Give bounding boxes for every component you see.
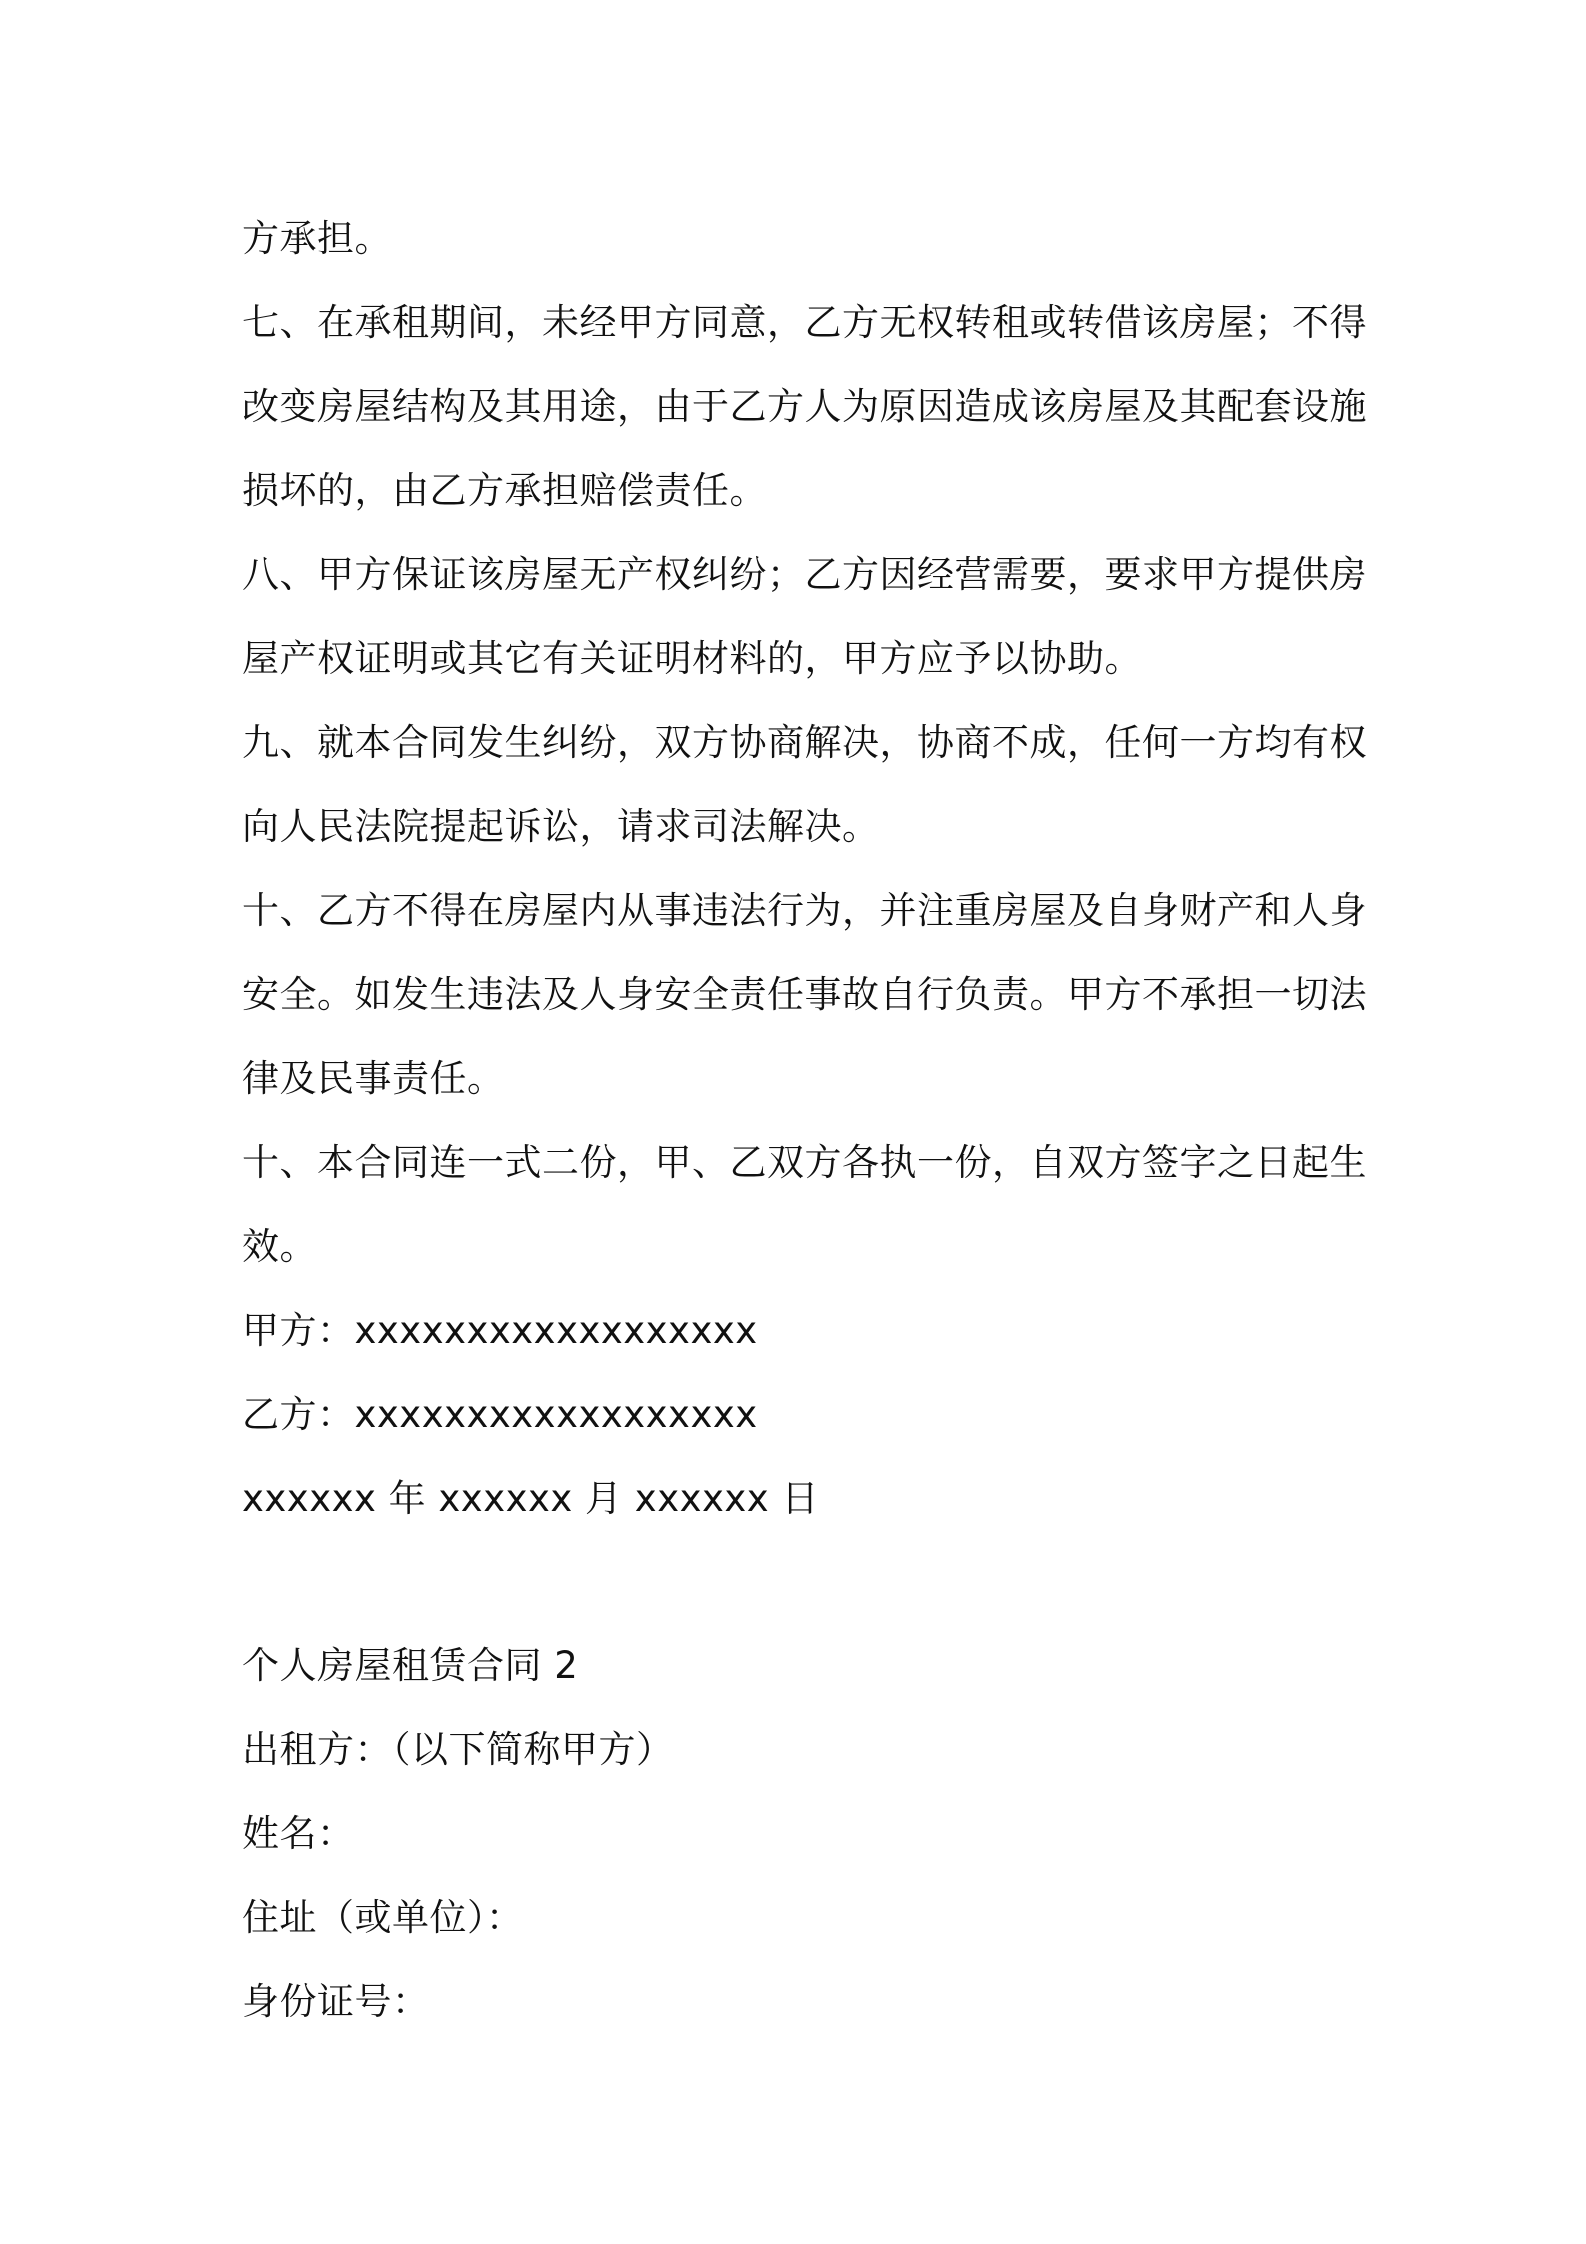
address-field-label: 住址（或单位）：	[242, 1896, 524, 1939]
clause-11-line: 十、本合同连一式二份，甲、乙双方各执一份，自双方签字之日起生	[242, 1141, 1367, 1184]
lessor-heading: 出租方：（以下简称甲方）	[242, 1728, 674, 1771]
name-field-label: 姓名：	[242, 1812, 355, 1855]
clause-8-line: 屋产权证明或其它有关证明材料的，甲方应予以协助。	[242, 637, 1142, 680]
clause-10-line: 律及民事责任。	[242, 1057, 505, 1100]
clause-10-line: 十、乙方不得在房屋内从事违法行为，并注重房屋及自身财产和人身	[242, 889, 1367, 932]
clause-7-line: 改变房屋结构及其用途，由于乙方人为原因造成该房屋及其配套设施	[242, 385, 1367, 428]
party-b-signature-line: 乙方：xxxxxxxxxxxxxxxxxx	[242, 1393, 758, 1436]
document-body	[242, 197, 1367, 2044]
clause-7-line: 损坏的，由乙方承担赔偿责任。	[242, 469, 767, 512]
party-a-signature-line: 甲方：xxxxxxxxxxxxxxxxxx	[242, 1309, 758, 1352]
clause-8-line: 八、甲方保证该房屋无产权纠纷；乙方因经营需要，要求甲方提供房	[242, 553, 1367, 596]
clause-10-line: 安全。如发生违法及人身安全责任事故自行负责。甲方不承担一切法	[242, 973, 1367, 1016]
clause-9-line: 九、就本合同发生纠纷，双方协商解决，协商不成，任何一方均有权	[242, 721, 1367, 764]
section-gap	[242, 1541, 1362, 1624]
date-line: xxxxxx 年 xxxxxx 月 xxxxxx 日	[242, 1477, 819, 1520]
clause-7-line: 七、在承租期间，未经甲方同意，乙方无权转租或转借该房屋；不得	[242, 301, 1367, 344]
clause-11-line: 效。	[242, 1225, 317, 1268]
text-line: 方承担。	[242, 217, 392, 260]
contract-title: 个人房屋租赁合同 2	[242, 1644, 579, 1687]
id-number-field-label: 身份证号：	[242, 1980, 430, 2023]
clause-9-line: 向人民法院提起诉讼，请求司法解决。	[242, 805, 880, 848]
